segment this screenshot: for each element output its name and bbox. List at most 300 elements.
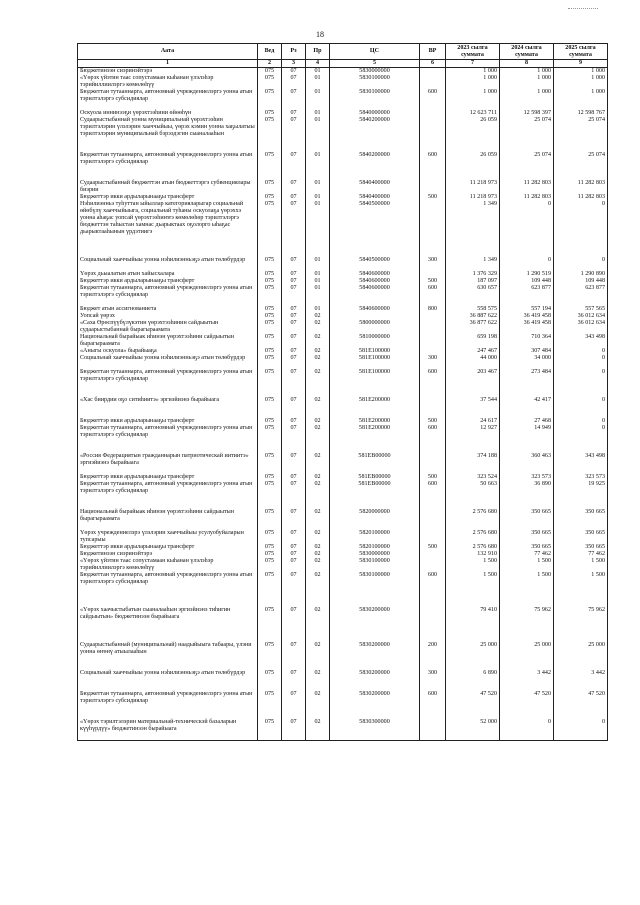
row-sum-2024: 1 000 [500, 75, 554, 89]
row-ved: 075 [258, 306, 282, 313]
row-cs: 5810000000 [330, 334, 420, 348]
row-name: Судаарыстыбаннай уонна муниципальнай үөрэхтээһин тэрилтэлэрин үлэлэрин хааччыйыы, үөрэх кэмин уонна хаҕылатыы тэрилтэлэрин муниципальнай бэрээдэгин сыаналааһын [78, 117, 258, 152]
row-sum-2025: 623 877 [554, 285, 608, 306]
table-row [78, 355, 608, 369]
row-cs: 581E100000 [330, 355, 420, 369]
row-rz: 07 [282, 719, 306, 740]
row-sum-2024: 14 949 [500, 425, 554, 453]
row-sum-2024: 42 417 [500, 397, 554, 418]
row-sum-2024: 307 484 [500, 348, 554, 355]
row-sum-2024: 1 290 519 [500, 271, 554, 278]
table-row [78, 418, 608, 425]
row-sum-2025: 350 665 [554, 544, 608, 551]
col-rz-header: Рз [282, 44, 306, 60]
row-rz: 07 [282, 418, 306, 425]
row-sum-2024: 25 000 [500, 642, 554, 670]
row-ved: 075 [258, 313, 282, 320]
row-name: Бюджет атын ассигнованиета [78, 306, 258, 313]
column-number: 5 [330, 60, 420, 68]
row-rz: 07 [282, 474, 306, 481]
row-sum-2024: 34 000 [500, 355, 554, 369]
row-name: Национальнай бырайыак иһинэн үөрэхтээһини сайдыытын бырагыраамата [78, 334, 258, 348]
row-sum-2023: 132 910 [446, 551, 500, 558]
row-vr: 600 [420, 152, 446, 180]
row-sum-2024: 25 074 [500, 152, 554, 180]
row-sum-2025: 11 282 803 [554, 194, 608, 201]
row-sum-2025: 557 565 [554, 306, 608, 313]
row-vr [420, 348, 446, 355]
row-pr: 02 [306, 670, 330, 691]
header-number-row [78, 60, 608, 68]
row-ved: 075 [258, 551, 282, 558]
row-pr: 01 [306, 194, 330, 201]
row-sum-2023: 1 500 [446, 572, 500, 607]
row-rz: 07 [282, 68, 306, 76]
row-name: Бюджеттан тутааннарга, автономнай учреждениелэргэ уонна атын тэрилтэлэргэ субсидиялар [78, 425, 258, 453]
row-sum-2025: 25 074 [554, 152, 608, 180]
row-sum-2025: 47 520 [554, 691, 608, 719]
row-sum-2023: 52 000 [446, 719, 500, 740]
row-pr: 02 [306, 551, 330, 558]
row-cs: 5820000000 [330, 509, 420, 530]
row-pr: 02 [306, 348, 330, 355]
row-sum-2024: 0 [500, 257, 554, 271]
row-cs: 5830000000 [330, 551, 420, 558]
col-2024-header: 2024 сылга суммата [500, 44, 554, 60]
row-pr: 02 [306, 691, 330, 719]
row-name: Бюджеттэр икки ардыларынааҕы трансферт [78, 474, 258, 481]
row-name: Бюджетинээн сиэринэйтэрэ [78, 68, 258, 76]
row-cs: 5840400000 [330, 194, 420, 201]
row-pr: 01 [306, 89, 330, 110]
row-ved: 075 [258, 257, 282, 271]
row-ved: 075 [258, 719, 282, 740]
row-pr: 01 [306, 152, 330, 180]
row-vr [420, 117, 446, 152]
row-sum-2023: 26 059 [446, 152, 500, 180]
header-mark [568, 8, 598, 9]
row-pr: 02 [306, 558, 330, 572]
row-vr [420, 453, 446, 474]
row-sum-2024: 710 364 [500, 334, 554, 348]
row-sum-2024: 75 962 [500, 607, 554, 642]
row-rz: 07 [282, 558, 306, 572]
row-cs: 5840600000 [330, 271, 420, 278]
table-row [78, 607, 608, 642]
row-sum-2023: 26 059 [446, 117, 500, 152]
row-name: Бюджеттэр икки ардыларынааҕы трансферт [78, 418, 258, 425]
row-cs: 5840600000 [330, 278, 420, 285]
row-pr: 02 [306, 544, 330, 551]
col-name-header: Аата [78, 44, 258, 60]
row-ved: 075 [258, 481, 282, 509]
row-ved: 075 [258, 544, 282, 551]
row-sum-2025: 3 442 [554, 670, 608, 691]
row-sum-2025: 1 500 [554, 572, 608, 607]
row-cs: 581E200000 [330, 397, 420, 418]
row-sum-2024: 11 282 803 [500, 180, 554, 194]
row-sum-2025: 19 925 [554, 481, 608, 509]
row-pr: 01 [306, 117, 330, 152]
row-sum-2024: 47 520 [500, 691, 554, 719]
row-sum-2024: 36 419 458 [500, 313, 554, 320]
row-sum-2025: 1 000 [554, 75, 608, 89]
row-sum-2024: 323 573 [500, 474, 554, 481]
row-pr: 01 [306, 180, 330, 194]
row-vr: 600 [420, 691, 446, 719]
row-cs: 5830100000 [330, 558, 420, 572]
table-row [78, 278, 608, 285]
row-sum-2024: 1 000 [500, 89, 554, 110]
row-pr: 02 [306, 642, 330, 670]
row-vr [420, 320, 446, 334]
row-cs: 581E100000 [330, 348, 420, 355]
row-pr: 02 [306, 425, 330, 453]
row-pr: 01 [306, 110, 330, 117]
row-ved: 075 [258, 425, 282, 453]
row-sum-2023: 11 218 973 [446, 194, 500, 201]
table-row [78, 642, 608, 670]
row-ved: 075 [258, 271, 282, 278]
col-vr-header: ВР [420, 44, 446, 60]
row-rz: 07 [282, 194, 306, 201]
row-vr: 300 [420, 257, 446, 271]
row-rz: 07 [282, 397, 306, 418]
row-vr: 500 [420, 474, 446, 481]
table-row [78, 110, 608, 117]
row-sum-2024: 350 665 [500, 544, 554, 551]
row-sum-2025: 0 [554, 348, 608, 355]
row-sum-2023: 2 576 680 [446, 509, 500, 530]
row-sum-2025: 1 290 890 [554, 271, 608, 278]
table-row [78, 558, 608, 572]
row-rz: 07 [282, 530, 306, 544]
row-name: Нэһилиэнньэ туһуттан ыйыллар категорияларыгар социальнай өйөбүлү хааччыйыыга, социальнай туһаны оскуолаҕа үөрэххэ уонна аһаҕас уопсай үөрэхтээһиҥҥэ көмөлөһөр тэрилтэлэргэ бюджеттэн таһыстан хамнас дьарыктаах оҕолорго ыһаҕас дьарыктааһынын үрдэтиигэ [78, 201, 258, 257]
row-name: «Хас биирдии оҕо ситиһиитэ» эргиэйиэнэ бырайыага [78, 397, 258, 418]
table-row [78, 397, 608, 418]
row-vr: 600 [420, 369, 446, 397]
row-sum-2023: 79 410 [446, 607, 500, 642]
column-number: 8 [500, 60, 554, 68]
row-pr: 02 [306, 509, 330, 530]
row-cs: 5840200000 [330, 117, 420, 152]
row-sum-2024: 3 442 [500, 670, 554, 691]
row-sum-2023: 323 524 [446, 474, 500, 481]
row-vr [420, 201, 446, 257]
row-rz: 07 [282, 481, 306, 509]
row-vr [420, 558, 446, 572]
row-vr [420, 68, 446, 76]
row-ved: 075 [258, 355, 282, 369]
table-row [78, 201, 608, 257]
row-name: «Үөрэх тэрилтэлэрин материальнай-техническэй базаларын күүһүрдүү» бюджетинээн бырайыага [78, 719, 258, 740]
row-vr [420, 180, 446, 194]
table-row [78, 194, 608, 201]
row-sum-2025: 36 012 634 [554, 320, 608, 334]
row-sum-2024: 1 500 [500, 558, 554, 572]
table-row [78, 509, 608, 530]
row-pr: 02 [306, 607, 330, 642]
table-row [78, 551, 608, 558]
row-sum-2023: 1 349 [446, 257, 500, 271]
table-row [78, 306, 608, 313]
row-name: Социальнай хааччыйыы уонна нэһилиэнньэҕэ атын төлөбүрдэр [78, 355, 258, 369]
row-sum-2023: 6 890 [446, 670, 500, 691]
row-name: Бюджеттэр икки ардыларынааҕы трансферт [78, 544, 258, 551]
table-body [78, 68, 608, 741]
row-pr: 02 [306, 397, 330, 418]
row-sum-2023: 12 623 711 [446, 110, 500, 117]
row-sum-2025: 12 598 767 [554, 110, 608, 117]
row-sum-2024: 12 598 397 [500, 110, 554, 117]
row-ved: 075 [258, 418, 282, 425]
row-sum-2024: 623 877 [500, 285, 554, 306]
row-sum-2025: 36 012 634 [554, 313, 608, 320]
table-row [78, 481, 608, 509]
row-sum-2024: 360 463 [500, 453, 554, 474]
row-pr: 02 [306, 719, 330, 740]
table-row [78, 75, 608, 89]
table-row [78, 68, 608, 76]
row-ved: 075 [258, 89, 282, 110]
row-sum-2024: 77 462 [500, 551, 554, 558]
row-vr: 500 [420, 544, 446, 551]
row-sum-2023: 1 349 [446, 201, 500, 257]
row-name: Бюджеттэр икки ардыларынааҕы трансферт [78, 278, 258, 285]
row-sum-2025: 11 282 803 [554, 180, 608, 194]
row-pr: 02 [306, 481, 330, 509]
row-sum-2025: 0 [554, 719, 608, 740]
row-rz: 07 [282, 670, 306, 691]
row-sum-2023: 36 887 622 [446, 313, 500, 320]
row-cs: 5830100000 [330, 75, 420, 89]
row-name: Бюджеттан тутааннарга, автономнай учреждениелэргэ уонна атын тэрилтэлэргэ субсидиялар [78, 572, 258, 607]
row-vr: 600 [420, 425, 446, 453]
row-sum-2023: 1 000 [446, 89, 500, 110]
row-sum-2025: 343 498 [554, 453, 608, 474]
row-rz: 07 [282, 453, 306, 474]
row-sum-2023: 630 657 [446, 285, 500, 306]
row-cs: 5830200000 [330, 691, 420, 719]
row-name: Оскуола иннинээҕи үөрэхтээһини өйөөһүн [78, 110, 258, 117]
row-pr: 02 [306, 453, 330, 474]
row-cs: 5820100000 [330, 544, 420, 551]
table-row [78, 285, 608, 306]
row-ved: 075 [258, 348, 282, 355]
row-pr: 01 [306, 75, 330, 89]
row-rz: 07 [282, 306, 306, 313]
row-sum-2024: 25 074 [500, 117, 554, 152]
row-sum-2024: 1 500 [500, 572, 554, 607]
row-cs [330, 313, 420, 320]
row-vr [420, 334, 446, 348]
row-sum-2023: 1 376 329 [446, 271, 500, 278]
row-vr: 500 [420, 418, 446, 425]
row-ved: 075 [258, 75, 282, 89]
row-ved: 075 [258, 558, 282, 572]
table-row [78, 691, 608, 719]
row-sum-2025: 1 000 [554, 68, 608, 76]
row-rz: 07 [282, 313, 306, 320]
row-rz: 07 [282, 201, 306, 257]
row-name: «Үөрэх үйэтин таас сопустамаан кыһанан үлэлэһэр тэрийиллиилэргэ көмөлөһүү [78, 558, 258, 572]
row-name: Үөрэх учреждениелэрэ үлэлэрин хааччыйыы усулуобуйаларын тупсарыы [78, 530, 258, 544]
row-sum-2025: 0 [554, 418, 608, 425]
table-row [78, 257, 608, 271]
row-cs: 581E100000 [330, 369, 420, 397]
row-rz: 07 [282, 152, 306, 180]
row-pr: 02 [306, 418, 330, 425]
col-2023-header: 2023 сылга суммата [446, 44, 500, 60]
row-vr [420, 607, 446, 642]
table-row [78, 544, 608, 551]
col-cs-header: ЦС [330, 44, 420, 60]
row-sum-2023: 12 927 [446, 425, 500, 453]
row-name: Бюджеттэр икки ардыларынааҕы трансферт [78, 194, 258, 201]
row-sum-2025: 0 [554, 369, 608, 397]
row-vr: 500 [420, 194, 446, 201]
row-name: Социальнай хааччыйыы уонна нэһилиэнньэҕэ атын төлөбүрдэр [78, 670, 258, 691]
row-cs: 5830100000 [330, 89, 420, 110]
row-sum-2025: 25 000 [554, 642, 608, 670]
row-pr: 01 [306, 306, 330, 313]
table-row [78, 453, 608, 474]
row-pr: 01 [306, 201, 330, 257]
row-sum-2025: 0 [554, 355, 608, 369]
row-sum-2025: 0 [554, 397, 608, 418]
row-sum-2024: 36 890 [500, 481, 554, 509]
row-ved: 075 [258, 607, 282, 642]
row-cs: 5830200000 [330, 670, 420, 691]
row-sum-2025: 1 500 [554, 558, 608, 572]
row-name: Судаарыстыбаннай (муниципальнай) наадыйыыга табаары, үлэни уонна өҥөнү атыылааһын [78, 642, 258, 670]
row-rz: 07 [282, 75, 306, 89]
row-vr: 600 [420, 89, 446, 110]
row-cs: 5830000000 [330, 68, 420, 76]
table-row [78, 180, 608, 194]
table-row [78, 348, 608, 355]
row-sum-2023: 11 218 973 [446, 180, 500, 194]
row-name: Бюджеттан тутааннарга, автономнай учреждениелэргэ уонна атын тэрилтэлэргэ субсидиялар [78, 285, 258, 306]
row-ved: 075 [258, 278, 282, 285]
row-rz: 07 [282, 544, 306, 551]
row-sum-2023: 247 467 [446, 348, 500, 355]
row-name: Национальнай бырайыак иһинэн үөрэхтээһини сайдыытын бырагыраамата [78, 509, 258, 530]
row-cs: 5820100000 [330, 530, 420, 544]
table-row [78, 271, 608, 278]
row-sum-2025: 343 498 [554, 334, 608, 348]
row-pr: 02 [306, 355, 330, 369]
row-rz: 07 [282, 691, 306, 719]
row-cs: 581E200000 [330, 425, 420, 453]
row-name: Бюджеттан тутааннарга, автономнай учреждениелэргэ уонна атын тэрилтэлэргэ субсидиялар [78, 89, 258, 110]
row-vr [420, 509, 446, 530]
table-row [78, 320, 608, 334]
col-2025-header: 2025 сылга суммата [554, 44, 608, 60]
table-row [78, 530, 608, 544]
row-ved: 075 [258, 369, 282, 397]
table-row [78, 117, 608, 152]
row-ved: 075 [258, 453, 282, 474]
row-pr: 02 [306, 313, 330, 320]
row-vr: 500 [420, 278, 446, 285]
row-ved: 075 [258, 110, 282, 117]
row-pr: 02 [306, 572, 330, 607]
row-sum-2024: 36 419 458 [500, 320, 554, 334]
row-sum-2025: 0 [554, 425, 608, 453]
page-number: 18 [316, 30, 324, 39]
row-sum-2024: 11 282 803 [500, 194, 554, 201]
row-rz: 07 [282, 257, 306, 271]
row-rz: 07 [282, 369, 306, 397]
row-cs: 581EB00000 [330, 474, 420, 481]
row-ved: 075 [258, 334, 282, 348]
col-pr-header: Пр [306, 44, 330, 60]
row-sum-2023: 36 877 622 [446, 320, 500, 334]
row-rz: 07 [282, 607, 306, 642]
table-row [78, 313, 608, 320]
row-vr: 300 [420, 355, 446, 369]
row-sum-2023: 2 576 680 [446, 530, 500, 544]
row-name: «Аныгы оскуола» бырайыаҕа [78, 348, 258, 355]
row-vr: 600 [420, 481, 446, 509]
row-name: Уопсай үөрэх [78, 313, 258, 320]
row-sum-2023: 374 188 [446, 453, 500, 474]
row-sum-2023: 24 617 [446, 418, 500, 425]
row-sum-2023: 47 520 [446, 691, 500, 719]
row-pr: 02 [306, 334, 330, 348]
row-sum-2025: 350 665 [554, 530, 608, 544]
row-sum-2024: 109 448 [500, 278, 554, 285]
table-row [78, 474, 608, 481]
row-name: «Саха Өрөспүүбүлүкэтин үөрэхтээһинин сайдыытын судаарыстыбаннай бырагыраамата [78, 320, 258, 334]
row-sum-2025: 77 462 [554, 551, 608, 558]
row-vr [420, 719, 446, 740]
table-row [78, 425, 608, 453]
row-sum-2024: 0 [500, 201, 554, 257]
row-vr [420, 110, 446, 117]
row-vr: 600 [420, 285, 446, 306]
col-ved-header: Вед [258, 44, 282, 60]
row-pr: 02 [306, 320, 330, 334]
header-row [78, 44, 608, 60]
row-sum-2023: 37 544 [446, 397, 500, 418]
row-name: Бюджеттан тутааннарга, автономнай учреждениелэргэ уонна атын тэрилтэлэргэ субсидиялар [78, 481, 258, 509]
row-pr: 01 [306, 278, 330, 285]
table-row [78, 719, 608, 740]
row-vr [420, 75, 446, 89]
row-rz: 07 [282, 334, 306, 348]
column-number: 2 [258, 60, 282, 68]
row-sum-2025: 25 074 [554, 117, 608, 152]
row-cs: 5840600000 [330, 306, 420, 313]
row-ved: 075 [258, 152, 282, 180]
row-sum-2023: 44 000 [446, 355, 500, 369]
row-rz: 07 [282, 572, 306, 607]
row-rz: 07 [282, 278, 306, 285]
row-cs: 5840000000 [330, 110, 420, 117]
row-cs: 5830200000 [330, 607, 420, 642]
budget-table [77, 43, 608, 741]
row-ved: 075 [258, 397, 282, 418]
table-row [78, 670, 608, 691]
row-pr: 01 [306, 257, 330, 271]
row-cs: 5800000000 [330, 320, 420, 334]
row-cs: 581E200000 [330, 418, 420, 425]
row-rz: 07 [282, 180, 306, 194]
row-cs: 5830100000 [330, 572, 420, 607]
row-sum-2025: 323 573 [554, 474, 608, 481]
